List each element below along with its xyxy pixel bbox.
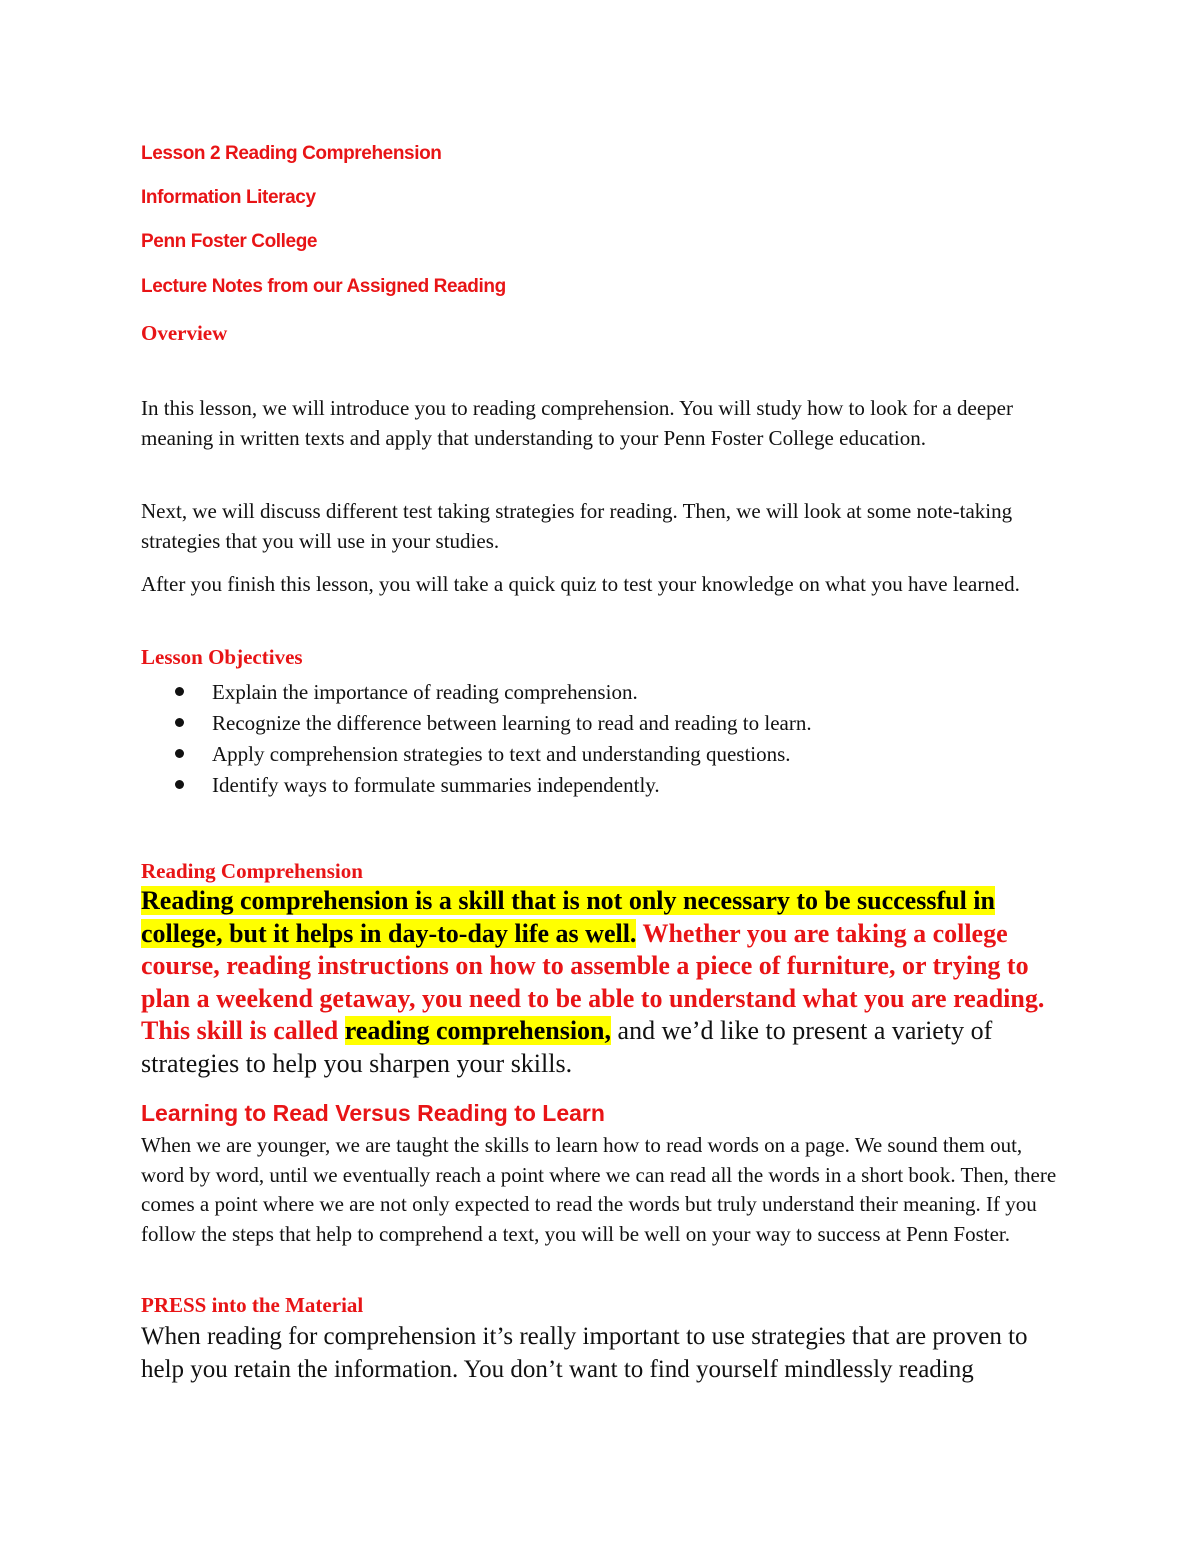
objective-item xyxy=(141,739,812,770)
bullet-icon xyxy=(175,687,184,696)
college-name: Penn Foster College xyxy=(141,231,318,252)
reading-comprehension-paragraph xyxy=(141,885,1071,1080)
course-name: Information Literacy xyxy=(141,187,316,208)
highlighted-term: reading comprehension, xyxy=(344,1016,612,1045)
objective-item xyxy=(141,708,812,739)
overview-paragraph-1: In this lesson, we will introduce you to reading comprehension. You will study how to look for a deeper meaning in written texts and apply that understanding to your Penn Foster College education. xyxy=(141,396,1013,450)
press-heading: PRESS into the Material xyxy=(141,1293,364,1317)
notes-title: Lecture Notes from our Assigned Reading xyxy=(141,276,506,297)
objective-text: Identify ways to formulate summaries independently. xyxy=(212,773,660,797)
red-emphasis-text: Whether you are taking a college course, reading instructions on how to assemble a piece of furniture, or trying to plan a weekend getaway, you need to be able to understand what you are reading. This skill is called xyxy=(141,918,1045,1045)
objective-text: Recognize the difference between learning to read and reading to learn. xyxy=(212,711,812,735)
lesson-title: Lesson 2 Reading Comprehension xyxy=(141,143,442,164)
objective-text: Explain the importance of reading comprehension. xyxy=(212,680,638,704)
overview-heading: Overview xyxy=(141,321,228,345)
objective-item xyxy=(141,770,812,801)
closing-text: and we’d like to present a variety of strategies to help you sharpen your skills. xyxy=(141,1016,993,1078)
bullet-icon xyxy=(175,780,184,789)
learning-to-read-heading: Learning to Read Versus Reading to Learn xyxy=(141,1100,605,1126)
objectives-list xyxy=(141,677,812,801)
press-paragraph: When reading for comprehension it’s really important to use strategies that are proven to help you retain the information. You don’t want to find yourself mindlessly reading xyxy=(141,1323,1028,1383)
overview-paragraph-2: Next, we will discuss different test taking strategies for reading. Then, we will look at some note-taking strategies that you will use in your studies. xyxy=(141,499,1013,553)
objective-text: Apply comprehension strategies to text and understanding questions. xyxy=(212,742,791,766)
highlighted-intro: Reading comprehension is a skill that is not only necessary to be successful in college, but it helps in day-to-day life as well. xyxy=(141,886,995,948)
learning-to-read-paragraph: When we are younger, we are taught the skills to learn how to read words on a page. We sound them out, word by word, until we eventually reach a point where we can read all the words in a short book. Then, there comes a point where we are not only expected to read the words but truly understand their meaning. If you follow the steps that help to comprehend a text, you will be well on your way to success at Penn Foster. xyxy=(141,1133,1057,1246)
overview-paragraph-3: After you finish this lesson, you will take a quick quiz to test your knowledge on what you have learned. xyxy=(141,572,1020,596)
bullet-icon xyxy=(175,749,184,758)
objective-item xyxy=(141,677,812,708)
reading-comprehension-heading: Reading Comprehension xyxy=(141,859,363,883)
bullet-icon xyxy=(175,718,184,727)
objectives-heading: Lesson Objectives xyxy=(141,645,303,669)
